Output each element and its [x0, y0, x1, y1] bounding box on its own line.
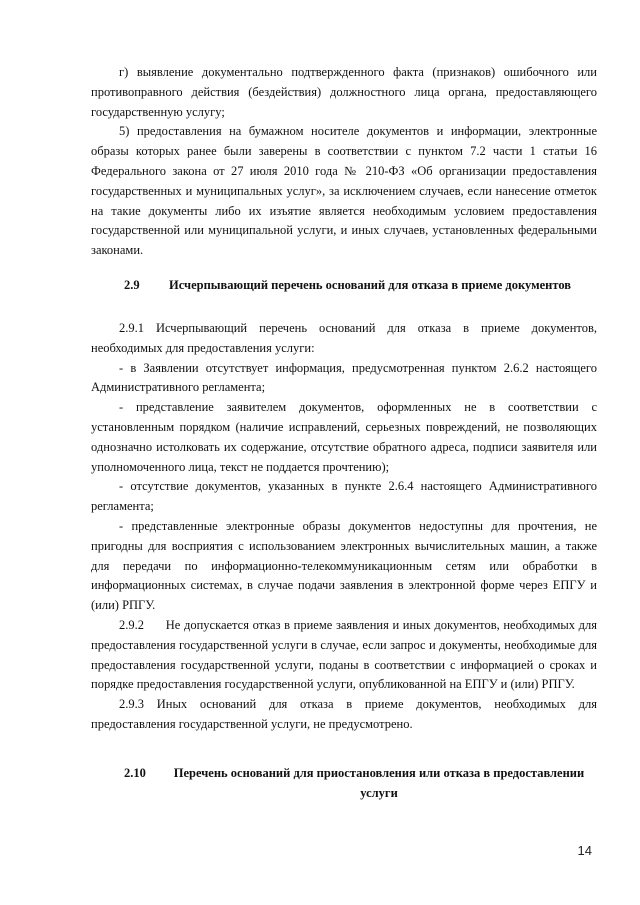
page-number: 14 [577, 843, 592, 858]
section-title: Перечень оснований для приостановления или отказа в предоставлении услуги [173, 766, 585, 800]
paragraph-2-9-2: 2.9.2 Не допускается отказ в приеме заявления и иных документов, необходимых для предоставления государственной услуги в случае, если запрос и документы, необходимые для предоставления государственной услуги, поданы в соответствии с информацией о сроках и порядке предоставления государственной услуги, опубликованной на ЕПГУ и (или) РПГУ. [91, 617, 601, 692]
paragraph-2-9-1: 2.9.1 Исчерпывающий перечень оснований для отказа в приеме документов, необходимых для предоставления услуги: [91, 321, 597, 355]
section-number: 2.9 [124, 278, 140, 292]
paragraph-g-item: г) выявление документально подтвержденного факта (признаков) ошибочного или противоправного действия (бездействия) должностного лица органа, предоставляющего государственную услугу; [91, 65, 597, 119]
section-number: 2.10 [124, 766, 146, 780]
section-title: Исчерпывающий перечень оснований для отказа в приеме документов [169, 278, 572, 292]
middle-text-block [91, 319, 601, 735]
list-item-missing-documents: - отсутствие документов, указанных в пункте 2.6.4 настоящего Административного регламента; [91, 479, 597, 514]
list-item-statement-info: - в Заявлении отсутствует информация, предусмотренная пунктом 2.6.2 настоящего Административного регламента; [91, 360, 597, 395]
section-heading-2-10 [91, 764, 597, 804]
list-item-documents-form: - представление заявителем документов, оформленных не в соответствии с установленным порядком (наличие исправлений, серьезных повреждений, не позволяющих однозначно истолковать их содержание, отсутствие обратного адреса, подписи заявителя или уполномоченного лица, текст не поддается прочтению); [91, 400, 597, 474]
section-heading-2-9 [91, 276, 597, 296]
paragraph-2-9-3: 2.9.3 Иных оснований для отказа в приеме документов, необходимых для предоставления государственной услуги, не предусмотрено. [91, 697, 597, 731]
list-item-electronic-images: - представленные электронные образы документов недоступны для прочтения, не пригодны для восприятия с использованием электронных вычислительных машин, а также для передачи по информационно-телекоммуникационным сетям или обработки в информационных системах, в случае подачи заявления в электронной форме через ЕПГУ и (или) РПГУ. [91, 518, 597, 613]
top-text-block [91, 63, 597, 261]
paragraph-item-5: 5) предоставления на бумажном носителе документов и информации, электронные образы которых ранее были заверены в соответствии с пунктом 7.2 части 1 статьи 16 Федерального закона от 27 июля 2010 года № 210-ФЗ «Об организации предоставления государственных и муниципальных услуг», за исключением случаев, если нанесение отметок на такие документы либо их изъятие является необходимым условием предоставления государственной или муниципальной услуги, и иных случаев, установленных федеральными законами. [91, 124, 597, 258]
